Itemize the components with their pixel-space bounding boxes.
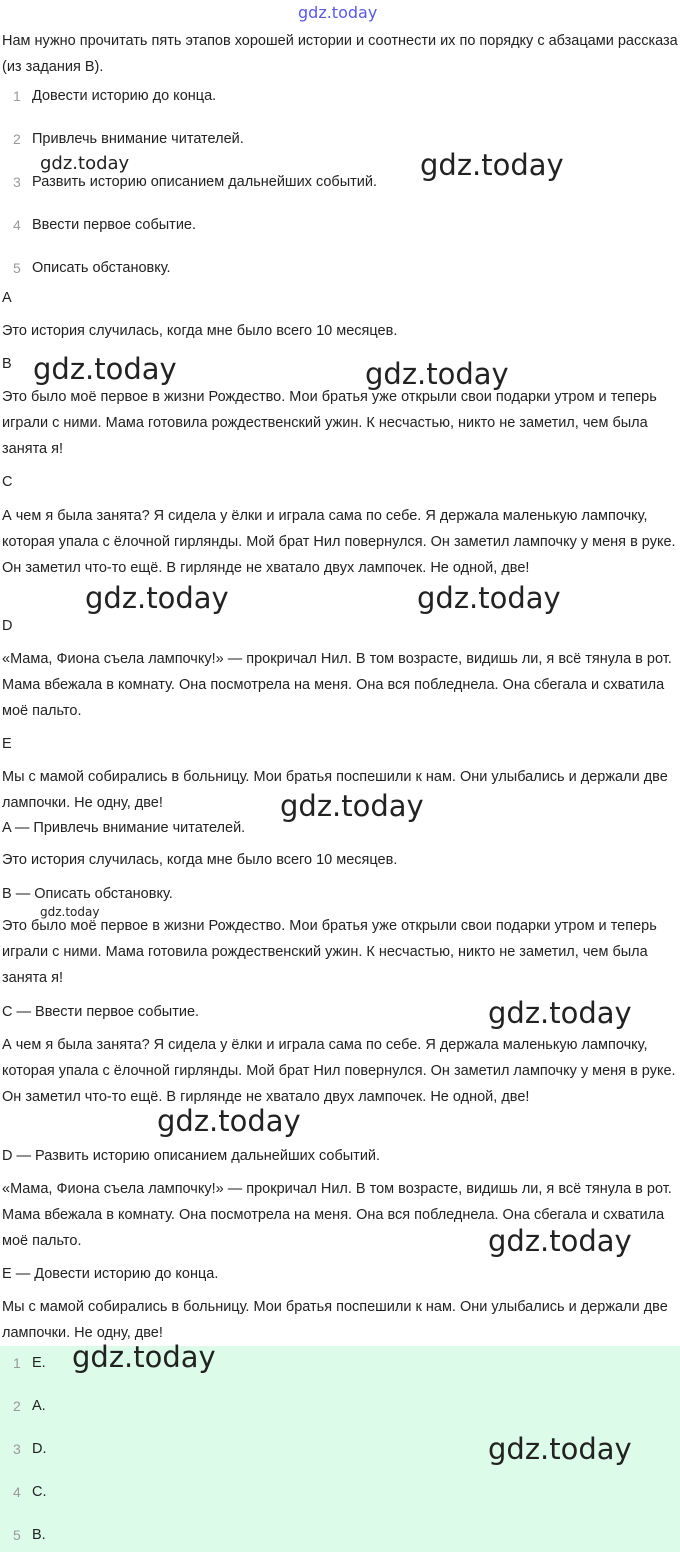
watermark-text: gdz.today [85,581,229,615]
step-text: Довести историю до конца. [32,88,217,104]
paragraph-label: C [2,474,13,490]
answer-text: E. [32,1355,46,1371]
matched-heading: B — Описать обстановку. [2,886,173,902]
watermark-text: gdz.today [417,581,561,615]
answer-number: 4 [13,1484,21,1500]
paragraph-text: А чем я была занята? Я сидела у ёлки и играла сама по себе. Я держала маленькую лампочку, которая упала с ёлочной гирлянды. Мой брат Нил повернулся. Он заметил лампочку у меня в руке. Он заметил что-то ещё. В гирлянде не хватало двух лампочек. Не одной, две! [2,1037,676,1105]
step-text: Развить историю описанием дальнейших событий. [32,174,378,190]
watermark-text: gdz.today [420,148,564,182]
matched-heading: E — Довести историю до конца. [2,1266,219,1282]
watermark-text: gdz.today [33,352,177,386]
answer-text: C. [32,1484,47,1500]
top-watermark: gdz.today [298,3,378,22]
watermark-text: gdz.today [40,905,100,919]
step-number: 5 [13,260,21,276]
paragraph-text: А чем я была занята? Я сидела у ёлки и играла сама по себе. Я держала маленькую лампочку, которая упала с ёлочной гирлянды. Мой брат Нил повернулся. Он заметил лампочку у меня в руке. Он заметил что-то ещё. В гирлянде не хватало двух лампочек. Не одной, две! [2,508,676,576]
paragraph-text: Это было моё первое в жизни Рождество. Мои братья уже открыли свои подарки утром и теперь играли с ними. Мама готовила рождественский ужин. К несчастью, никто не заметил, чем была занята я! [2,389,657,457]
matched-heading: C — Ввести первое событие. [2,1004,200,1020]
answer-text: B. [32,1527,46,1543]
watermark-text: gdz.today [280,789,424,823]
paragraph-text: «Мама, Фиона съела лампочку!» — прокричал Нил. В том возрасте, видишь ли, я всё тянула в рот. Мама вбежала в комнату. Она посмотрела на меня. Она вся побледнела. Она сбегала и схватила моё пальто. [2,651,672,719]
watermark-text: gdz.today [488,1432,632,1466]
watermark-text: gdz.today [40,153,130,174]
answer-text: D. [32,1441,47,1457]
paragraph-label: D [2,618,13,634]
watermark-text: gdz.today [72,1340,216,1374]
answer-number: 2 [13,1398,21,1414]
paragraph-text: Это история случилась, когда мне было всего 10 месяцев. [2,323,398,339]
answer-text: A. [32,1398,46,1414]
paragraph-label: B [2,356,12,372]
answer-number: 3 [13,1441,21,1457]
step-number: 2 [13,131,21,147]
paragraph-text: Мы с мамой собирались в больницу. Мои братья поспешили к нам. Они улыбались и держали две лампочки. Не одну, две! [2,769,668,811]
paragraph-text: Это история случилась, когда мне было всего 10 месяцев. [2,852,398,868]
answer-number: 5 [13,1527,21,1543]
paragraph-text: Мы с мамой собирались в больницу. Мои братья поспешили к нам. Они улыбались и держали две лампочки. Не одну, две! [2,1299,668,1341]
step-number: 4 [13,217,21,233]
paragraph-label: A [2,290,12,306]
step-text: Описать обстановку. [32,260,171,276]
intro-text: Нам нужно прочитать пять этапов хорошей истории и соотнести их по порядку с абзацами рассказа (из задания B). [2,33,678,75]
step-text: Ввести первое событие. [32,217,197,233]
watermark-text: gdz.today [157,1104,301,1138]
matched-heading: A — Привлечь внимание читателей. [2,820,246,836]
watermark-text: gdz.today [488,996,632,1030]
paragraph-text: Это было моё первое в жизни Рождество. Мои братья уже открыли свои подарки утром и теперь играли с ними. Мама готовила рождественский ужин. К несчастью, никто не заметил, чем была занята я! [2,918,657,986]
answer-number: 1 [13,1355,21,1371]
step-number: 1 [13,88,21,104]
step-text: Привлечь внимание читателей. [32,131,244,147]
matched-heading: D — Развить историю описанием дальнейших событий. [2,1148,381,1164]
step-number: 3 [13,174,21,190]
watermark-text: gdz.today [365,357,509,391]
answer-box [0,1346,680,1552]
paragraph-label: E [2,736,12,752]
paragraph-text: «Мама, Фиона съела лампочку!» — прокричал Нил. В том возрасте, видишь ли, я всё тянула в рот. Мама вбежала в комнату. Она посмотрела на меня. Она вся побледнела. Она сбегала и схватила моё пальто. [2,1181,672,1249]
watermark-text: gdz.today [488,1224,632,1258]
